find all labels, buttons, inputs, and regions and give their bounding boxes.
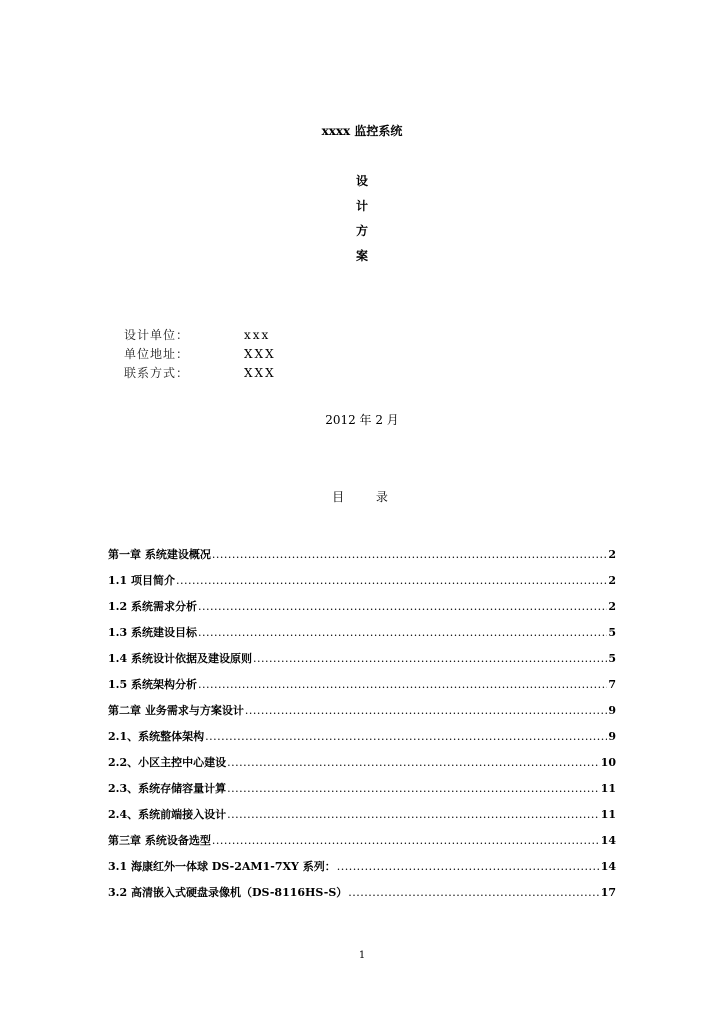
toc-entry[interactable] xyxy=(108,573,616,599)
toc-entry-text: 2.4、系统前端接入设计 xyxy=(108,808,227,821)
toc-entry[interactable] xyxy=(108,781,616,807)
info-block xyxy=(124,326,276,383)
toc-entry[interactable] xyxy=(108,807,616,833)
info-label: 联系方式： xyxy=(124,366,190,380)
toc-entry[interactable] xyxy=(108,547,616,573)
toc-entry-text: 2.1、系统整体架构 xyxy=(108,730,205,743)
toc-entry[interactable] xyxy=(108,755,616,781)
toc-page-number: 11 xyxy=(600,782,616,795)
page-number: 1 xyxy=(358,950,366,961)
info-value: xxx xyxy=(244,328,271,342)
toc-page-number: 11 xyxy=(600,808,616,821)
toc-page-number: 17 xyxy=(600,886,616,899)
toc-page-number: 7 xyxy=(608,678,616,691)
toc-page-number: 14 xyxy=(600,860,616,873)
document-date: 2012 年 2 月 xyxy=(325,413,399,427)
toc-page-number: 9 xyxy=(608,704,616,717)
toc-entry[interactable] xyxy=(108,885,616,911)
toc-page-number: 2 xyxy=(608,574,616,587)
toc-entry[interactable] xyxy=(108,833,616,859)
info-label: 单位地址： xyxy=(124,347,190,361)
document-title: xxxx 监控系统 xyxy=(321,124,403,138)
toc-entry[interactable] xyxy=(108,625,616,651)
toc-leader-dots xyxy=(337,859,600,875)
subtitle-char: 设 xyxy=(356,174,369,188)
toc-entry[interactable] xyxy=(108,599,616,625)
toc-leader-dots xyxy=(212,547,608,563)
info-label: 设计单位： xyxy=(124,328,190,342)
toc-leader-dots xyxy=(253,651,607,667)
toc-entry-text: 第一章 系统建设概况 xyxy=(108,548,211,561)
toc-page-number: 2 xyxy=(608,548,616,561)
toc-leader-dots xyxy=(198,677,607,693)
toc-page-number: 5 xyxy=(608,652,616,665)
toc-leader-dots xyxy=(176,573,607,589)
toc-leader-dots xyxy=(245,703,608,719)
toc-page-number: 5 xyxy=(608,626,616,639)
toc-entry[interactable] xyxy=(108,703,616,729)
info-value: XXX xyxy=(244,366,276,380)
toc-entry-text: 3.1 海康红外一体球 DS-2AM1-7XY 系列： xyxy=(108,860,336,873)
info-row-design-unit xyxy=(124,326,276,345)
toc-entry-text: 1.3 系统建设目标 xyxy=(108,626,197,639)
toc-page-number: 9 xyxy=(608,730,616,743)
toc-entry-text: 1.4 系统设计依据及建设原则 xyxy=(108,652,252,665)
toc-entry-text: 1.1 项目简介 xyxy=(108,574,175,587)
toc-entry[interactable] xyxy=(108,859,616,885)
toc-entry[interactable] xyxy=(108,729,616,755)
toc-entry-text: 第二章 业务需求与方案设计 xyxy=(108,704,244,717)
toc-page-number: 10 xyxy=(600,756,616,769)
toc-entry-text: 1.2 系统需求分析 xyxy=(108,600,197,613)
subtitle-char: 案 xyxy=(356,249,369,263)
toc-entry-text: 第三章 系统设备选型 xyxy=(108,834,211,847)
toc-leader-dots xyxy=(227,755,600,771)
vertical-subtitle xyxy=(356,174,370,274)
info-value: XXX xyxy=(244,347,276,361)
toc-leader-dots xyxy=(227,807,600,823)
toc-entry-text: 2.3、系统存储容量计算 xyxy=(108,782,227,795)
table-of-contents xyxy=(108,547,616,911)
toc-entry[interactable] xyxy=(108,651,616,677)
toc-leader-dots xyxy=(348,885,599,901)
toc-page-number: 2 xyxy=(608,600,616,613)
toc-leader-dots xyxy=(198,625,607,641)
toc-leader-dots xyxy=(198,599,607,615)
subtitle-char: 计 xyxy=(356,199,369,213)
toc-leader-dots xyxy=(212,833,600,849)
info-row-contact xyxy=(124,364,276,383)
toc-entry[interactable] xyxy=(108,677,616,703)
subtitle-char: 方 xyxy=(356,224,369,238)
toc-entry-text: 3.2 高清嵌入式硬盘录像机（DS-8116HS-S） xyxy=(108,886,348,899)
toc-page-number: 14 xyxy=(600,834,616,847)
toc-entry-text: 1.5 系统架构分析 xyxy=(108,678,197,691)
toc-leader-dots xyxy=(227,781,600,797)
toc-entry-text: 2.2、小区主控中心建设 xyxy=(108,756,227,769)
toc-leader-dots xyxy=(205,729,607,745)
toc-heading: 目 录 xyxy=(332,490,402,504)
info-row-address xyxy=(124,345,276,364)
